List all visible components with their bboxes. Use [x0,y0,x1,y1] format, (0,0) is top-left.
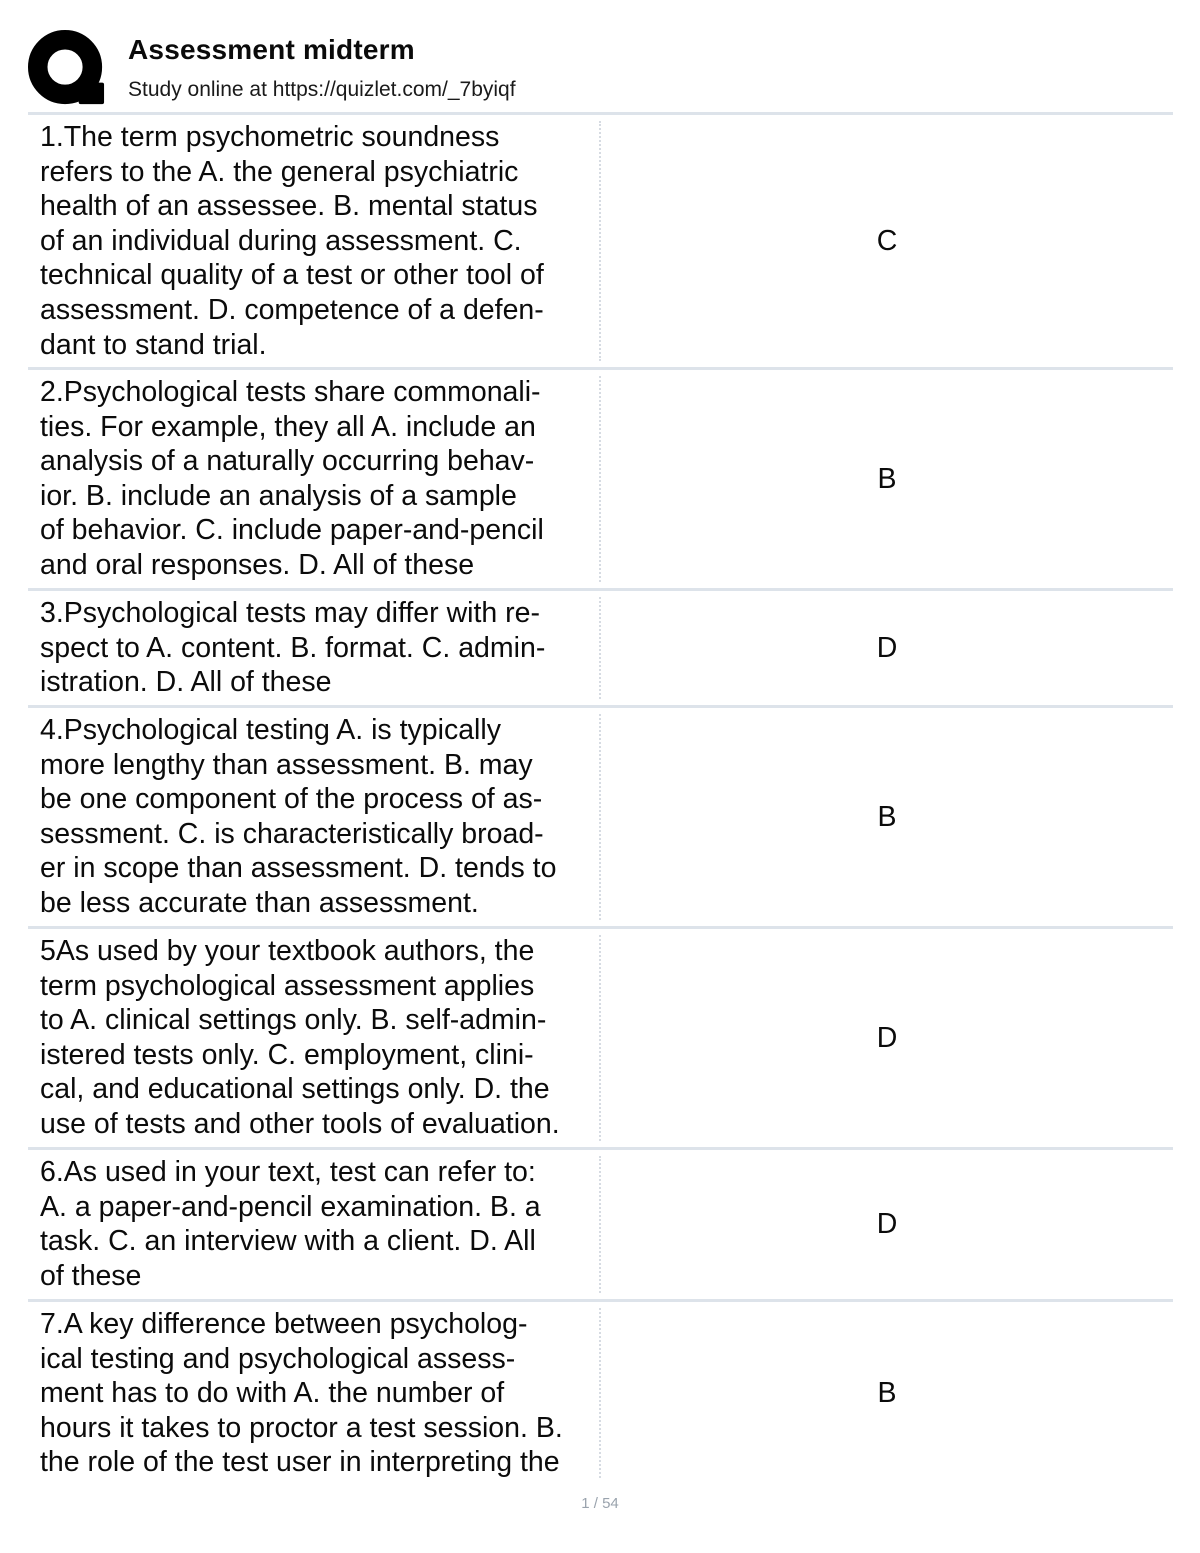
card-term: 1.The term psychometric soundness refers to the A. the general psychiatric health of an assessee. B. mental status of an individual during assessment. C. technical quality of a test or other tool of assessment. D. competence of a defen- dant to stand trial. [40,121,544,361]
header [28,28,1178,112]
card-definition: D [876,1021,898,1054]
page-indicator: 1 / 54 [581,1495,619,1512]
flashcard-row [28,1302,1173,1484]
flashcard-row [28,370,1173,591]
quizlet-q-logo-icon [28,30,106,108]
card-definition: B [877,1376,897,1409]
card-definition: D [876,1208,898,1240]
flashcard-row [28,115,1173,370]
card-term: 7.A key difference between psycholog- ical testing and psychological assess- ment has to do with A. the number of hours it takes to proctor a test session. B. the role of the test user in interpreting the [40,1308,563,1479]
flashcard-row [28,708,1173,929]
card-term: 2.Psychological tests share commonali- ties. For example, they all A. include an analysis of a naturally occurring behav- ior. B. include an analysis of a sample of behavior. C. include paper-and-pencil and oral responses. D. All of these [40,376,544,581]
flashcard-row [28,1150,1173,1302]
card-term: 3.Psychological tests may differ with re- spect to A. content. B. format. C. admin- istration. D. All of these [40,597,546,699]
card-term: 5As used by your textbook authors, the term psychological assessment applies to A. clinical settings only. B. self-admin- istered tests only. C. employment, clini- cal, and educational settings only. D. the use of tests and other tools of evaluation. [40,935,560,1140]
flashcard-row [28,929,1173,1150]
card-term: 4.Psychological testing A. is typically more lengthy than assessment. B. may be one component of the process of as- sessment. C. is characteristically broad- er in scope than assessment. D. tends to be less accurate than assessment. [40,714,557,919]
flashcard-list [28,115,1173,1484]
flashcard-row [28,591,1173,708]
page-title: Assessment midterm [128,34,415,65]
card-definition: C [876,224,898,257]
card-definition: B [877,462,897,495]
card-definition: B [877,800,897,833]
study-online-link: Study online at https://quizlet.com/_7byiqf [128,78,516,101]
card-term: 6.As used in your text, test can refer to: A. a paper-and-pencil examination. B. a task. C. an interview with a client. D. All of these [40,1156,541,1292]
card-definition: D [876,631,898,664]
